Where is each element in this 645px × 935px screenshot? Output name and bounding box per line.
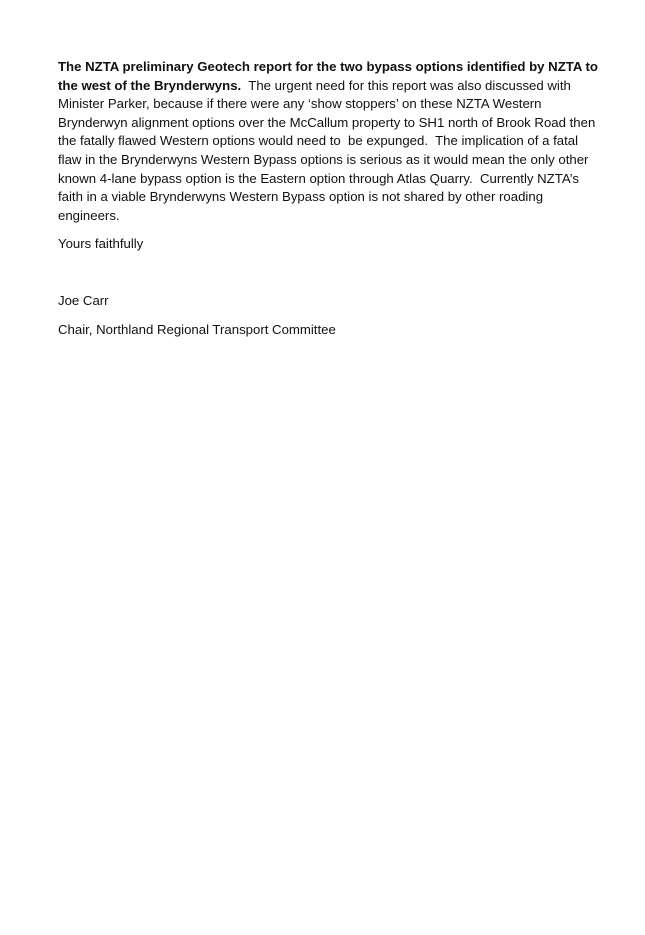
bold-lead-text: The NZTA preliminary Geotech report for the two bypass options identified by NZTA to the west of the Brynderwyns. — [58, 59, 598, 93]
letter-page — [58, 58, 598, 339]
body-text: The urgent need for this report was also discussed with Minister Parker, because if there were any ‘show stoppers’ on these NZTA Western Brynderwyn alignment options over the McCallum property to SH1 north of Brook Road then the fatally flawed Western options would need to be expunged. The implication of a fatal flaw in the Brynderwyns Western Bypass options is serious as it would mean the only other known 4-lane bypass option is the Eastern option through Atlas Quarry. Currently NZTA’s faith in a viable Brynderwyns Western Bypass option is not shared by other roading engineers. — [58, 77, 599, 223]
signer-name: Joe Carr — [58, 292, 109, 308]
body-paragraph — [58, 58, 598, 225]
signer-title: Chair, Northland Regional Transport Committee — [58, 321, 336, 337]
closing-line: Yours faithfully — [58, 236, 144, 252]
